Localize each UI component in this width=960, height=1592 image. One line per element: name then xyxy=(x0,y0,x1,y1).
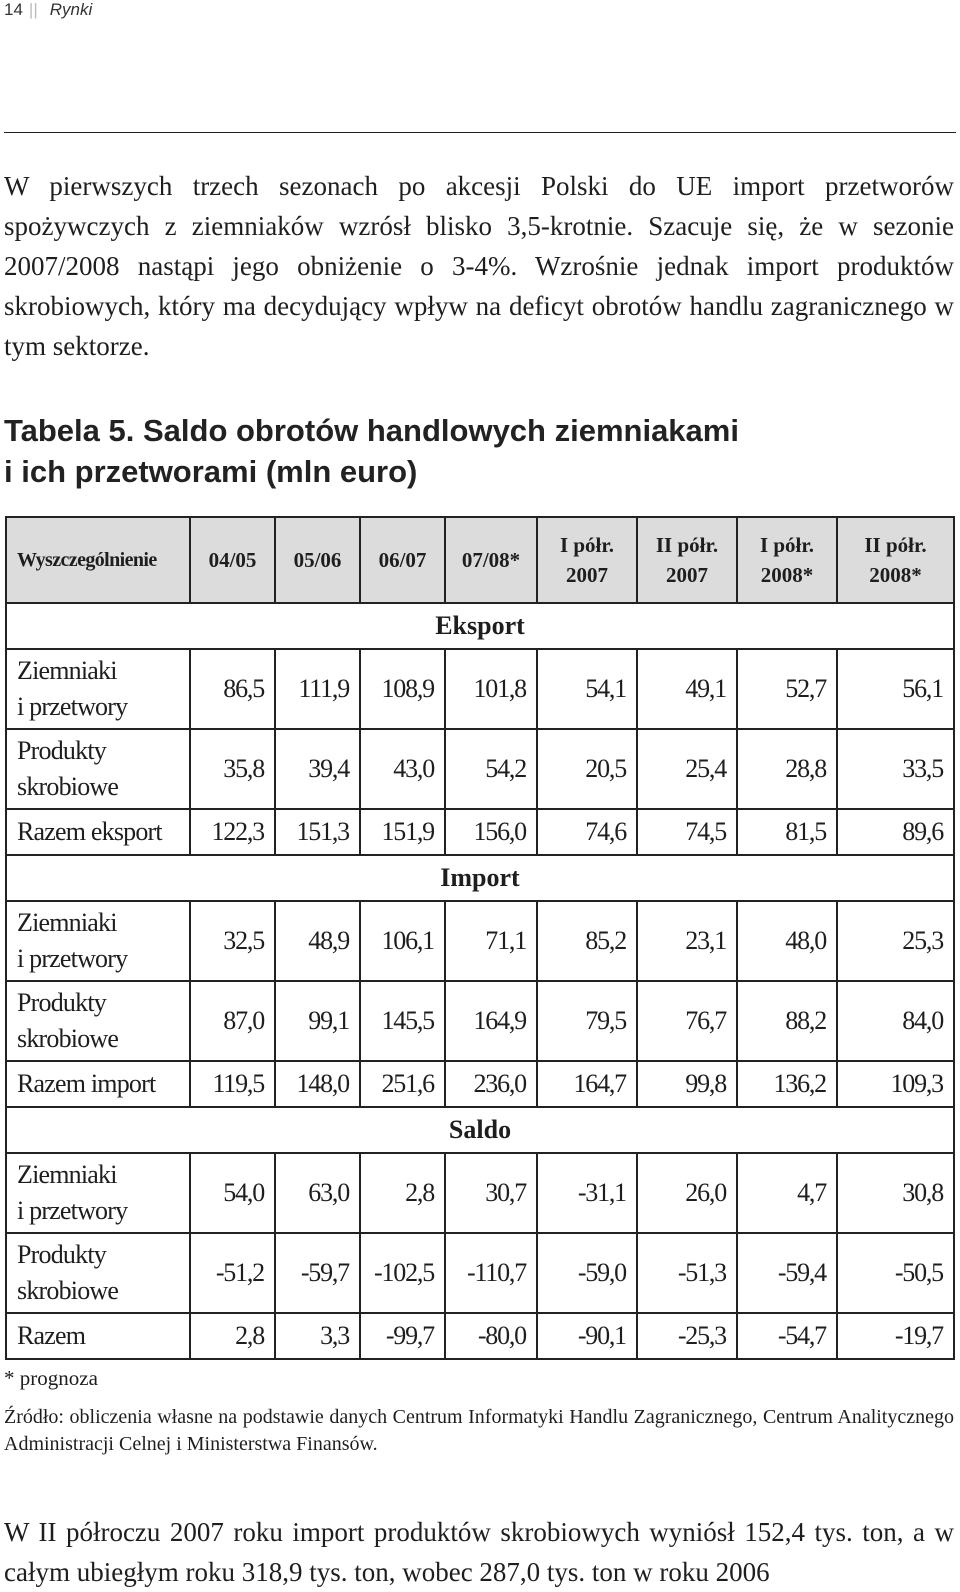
value-cell: -19,7 xyxy=(837,1313,954,1359)
value-cell: 28,8 xyxy=(737,729,837,809)
section-row xyxy=(6,603,954,649)
section-row xyxy=(6,1107,954,1153)
row-label xyxy=(6,649,190,729)
row-label xyxy=(6,1153,190,1233)
value-cell: 251,6 xyxy=(360,1061,445,1107)
page-number: 14 xyxy=(4,0,23,19)
section-name: Rynki xyxy=(49,0,93,19)
value-cell: 156,0 xyxy=(445,809,537,855)
value-cell: 74,5 xyxy=(637,809,737,855)
value-cell: 111,9 xyxy=(275,649,360,729)
row-label xyxy=(6,809,190,855)
footnote: * prognoza xyxy=(4,1366,98,1390)
table-row xyxy=(6,1153,954,1233)
value-cell: -110,7 xyxy=(445,1233,537,1313)
value-cell: -59,4 xyxy=(737,1233,837,1313)
value-cell: -90,1 xyxy=(537,1313,637,1359)
value-cell: 39,4 xyxy=(275,729,360,809)
column-header-text: 2008* xyxy=(869,563,922,587)
column-header xyxy=(537,517,637,603)
value-cell: 52,7 xyxy=(737,649,837,729)
value-cell: -50,5 xyxy=(837,1233,954,1313)
table-title-line-2: i ich przetworami (mln euro) xyxy=(4,454,418,489)
column-header xyxy=(737,517,837,603)
section-title: Import xyxy=(6,855,954,901)
value-cell: 151,9 xyxy=(360,809,445,855)
table-row xyxy=(6,729,954,809)
running-header xyxy=(4,0,92,20)
value-cell: 54,1 xyxy=(537,649,637,729)
value-cell: 4,7 xyxy=(737,1153,837,1233)
value-cell: 2,8 xyxy=(190,1313,275,1359)
table-body xyxy=(6,603,954,1359)
row-label-text: Razem import xyxy=(17,1069,156,1098)
value-cell: 164,7 xyxy=(537,1061,637,1107)
value-cell: 25,3 xyxy=(837,901,954,981)
value-cell: 26,0 xyxy=(637,1153,737,1233)
value-cell: 99,1 xyxy=(275,981,360,1061)
value-cell: 148,0 xyxy=(275,1061,360,1107)
table-row xyxy=(6,1061,954,1107)
value-cell: 89,6 xyxy=(837,809,954,855)
row-label xyxy=(6,981,190,1061)
value-cell: 236,0 xyxy=(445,1061,537,1107)
value-cell: 76,7 xyxy=(637,981,737,1061)
source-note: Źródło: obliczenia własne na podstawie danych Centrum Informatyki Handlu Zagranicznego, Centrum Analitycznego Administracji Celnej i Ministerstwa Finansów. xyxy=(4,1406,954,1455)
value-cell: 99,8 xyxy=(637,1061,737,1107)
value-cell: -31,1 xyxy=(537,1153,637,1233)
value-cell: 25,4 xyxy=(637,729,737,809)
value-cell: 85,2 xyxy=(537,901,637,981)
value-cell: 63,0 xyxy=(275,1153,360,1233)
value-cell: 86,5 xyxy=(190,649,275,729)
table-row xyxy=(6,1233,954,1313)
row-label-text: i przetwory xyxy=(17,1196,128,1225)
section-row xyxy=(6,855,954,901)
section-title: Saldo xyxy=(6,1107,954,1153)
row-label-text: i przetwory xyxy=(17,692,128,721)
row-label-text: skrobiowe xyxy=(17,772,119,801)
value-cell: -25,3 xyxy=(637,1313,737,1359)
row-label xyxy=(6,1233,190,1313)
intro-paragraph: W pierwszych trzech sezonach po akcesji Polski do UE import przetworów spożywczych z ziemniaków wzrósł blisko 3,5-krotnie. Szacuje się, że w sezonie 2007/2008 nastąpi jego obniżenie o 3-4%. Wzrośnie jednak import produktów skrobiowych, który ma decydujący wpływ na deficyt obrotów handlu zagranicznego w tym sektorze. xyxy=(4,171,954,361)
section-title: Eksport xyxy=(6,603,954,649)
row-label-text: Produkty xyxy=(17,736,106,765)
value-cell: 33,5 xyxy=(837,729,954,809)
column-header xyxy=(637,517,737,603)
row-label-text: Ziemniaki xyxy=(17,1160,117,1189)
value-cell: 136,2 xyxy=(737,1061,837,1107)
row-label-text: Razem eksport xyxy=(17,817,162,846)
table-title-line-1: Tabela 5. Saldo obrotów handlowych ziemniakami xyxy=(4,413,739,448)
closing-paragraph: W II półroczu 2007 roku import produktów skrobiowych wyniósł 152,4 tys. ton, a w całym ubiegłym roku 318,9 tys. ton, wobec 287,0 tys. ton w roku 2006 xyxy=(4,1517,954,1587)
row-label-text: Ziemniaki xyxy=(17,908,117,937)
column-header-text: 05/06 xyxy=(293,548,342,572)
row-label-text: Produkty xyxy=(17,1240,106,1269)
row-label xyxy=(6,1061,190,1107)
row-label-text: i przetwory xyxy=(17,944,128,973)
column-header xyxy=(190,517,275,603)
value-cell: 56,1 xyxy=(837,649,954,729)
value-cell: 20,5 xyxy=(537,729,637,809)
column-header-text: II półr. xyxy=(655,533,719,557)
value-cell: -102,5 xyxy=(360,1233,445,1313)
table-row xyxy=(6,981,954,1061)
column-header-text: 07/08* xyxy=(461,548,521,572)
value-cell: 32,5 xyxy=(190,901,275,981)
column-header xyxy=(360,517,445,603)
table-row xyxy=(6,809,954,855)
column-header xyxy=(837,517,954,603)
table-row xyxy=(6,649,954,729)
value-cell: 2,8 xyxy=(360,1153,445,1233)
column-header-text: II półr. xyxy=(864,533,927,557)
column-header-text: 2008* xyxy=(760,563,814,587)
header-separator: || xyxy=(28,0,38,19)
table-title xyxy=(4,410,944,492)
value-cell: 43,0 xyxy=(360,729,445,809)
column-header xyxy=(6,517,190,603)
value-cell: 106,1 xyxy=(360,901,445,981)
value-cell: 151,3 xyxy=(275,809,360,855)
value-cell: -80,0 xyxy=(445,1313,537,1359)
value-cell: 122,3 xyxy=(190,809,275,855)
value-cell: 30,7 xyxy=(445,1153,537,1233)
value-cell: 23,1 xyxy=(637,901,737,981)
value-cell: -51,3 xyxy=(637,1233,737,1313)
value-cell: 3,3 xyxy=(275,1313,360,1359)
column-header-text: Wyszczególnienie xyxy=(17,549,157,571)
value-cell: 88,2 xyxy=(737,981,837,1061)
value-cell: 54,0 xyxy=(190,1153,275,1233)
value-cell: -59,0 xyxy=(537,1233,637,1313)
value-cell: -51,2 xyxy=(190,1233,275,1313)
row-label xyxy=(6,901,190,981)
table-row xyxy=(6,1313,954,1359)
row-label-text: Razem xyxy=(17,1321,86,1350)
column-header-text: 04/05 xyxy=(208,548,257,572)
row-label-text: Ziemniaki xyxy=(17,656,117,685)
value-cell: 87,0 xyxy=(190,981,275,1061)
value-cell: -59,7 xyxy=(275,1233,360,1313)
value-cell: -99,7 xyxy=(360,1313,445,1359)
column-header-text: 2007 xyxy=(566,563,608,587)
value-cell: 108,9 xyxy=(360,649,445,729)
value-cell: 84,0 xyxy=(837,981,954,1061)
value-cell: 145,5 xyxy=(360,981,445,1061)
row-label-text: skrobiowe xyxy=(17,1024,119,1053)
value-cell: 101,8 xyxy=(445,649,537,729)
row-label xyxy=(6,1313,190,1359)
column-header xyxy=(275,517,360,603)
header-rule xyxy=(4,132,956,133)
value-cell: 109,3 xyxy=(837,1061,954,1107)
value-cell: 48,0 xyxy=(737,901,837,981)
value-cell: -54,7 xyxy=(737,1313,837,1359)
table-row xyxy=(6,901,954,981)
value-cell: 71,1 xyxy=(445,901,537,981)
value-cell: 74,6 xyxy=(537,809,637,855)
column-header-text: 06/07 xyxy=(378,548,427,572)
value-cell: 119,5 xyxy=(190,1061,275,1107)
value-cell: 81,5 xyxy=(737,809,837,855)
table-header-row xyxy=(6,517,954,603)
value-cell: 164,9 xyxy=(445,981,537,1061)
value-cell: 35,8 xyxy=(190,729,275,809)
row-label-text: Produkty xyxy=(17,988,106,1017)
value-cell: 30,8 xyxy=(837,1153,954,1233)
value-cell: 48,9 xyxy=(275,901,360,981)
row-label xyxy=(6,729,190,809)
value-cell: 79,5 xyxy=(537,981,637,1061)
column-header-text: 2007 xyxy=(666,563,708,587)
value-cell: 54,2 xyxy=(445,729,537,809)
trade-balance-table xyxy=(5,516,955,1360)
value-cell: 49,1 xyxy=(637,649,737,729)
column-header-text: I półr. xyxy=(759,533,815,557)
column-header-text: I półr. xyxy=(559,533,615,557)
column-header xyxy=(445,517,537,603)
row-label-text: skrobiowe xyxy=(17,1276,119,1305)
